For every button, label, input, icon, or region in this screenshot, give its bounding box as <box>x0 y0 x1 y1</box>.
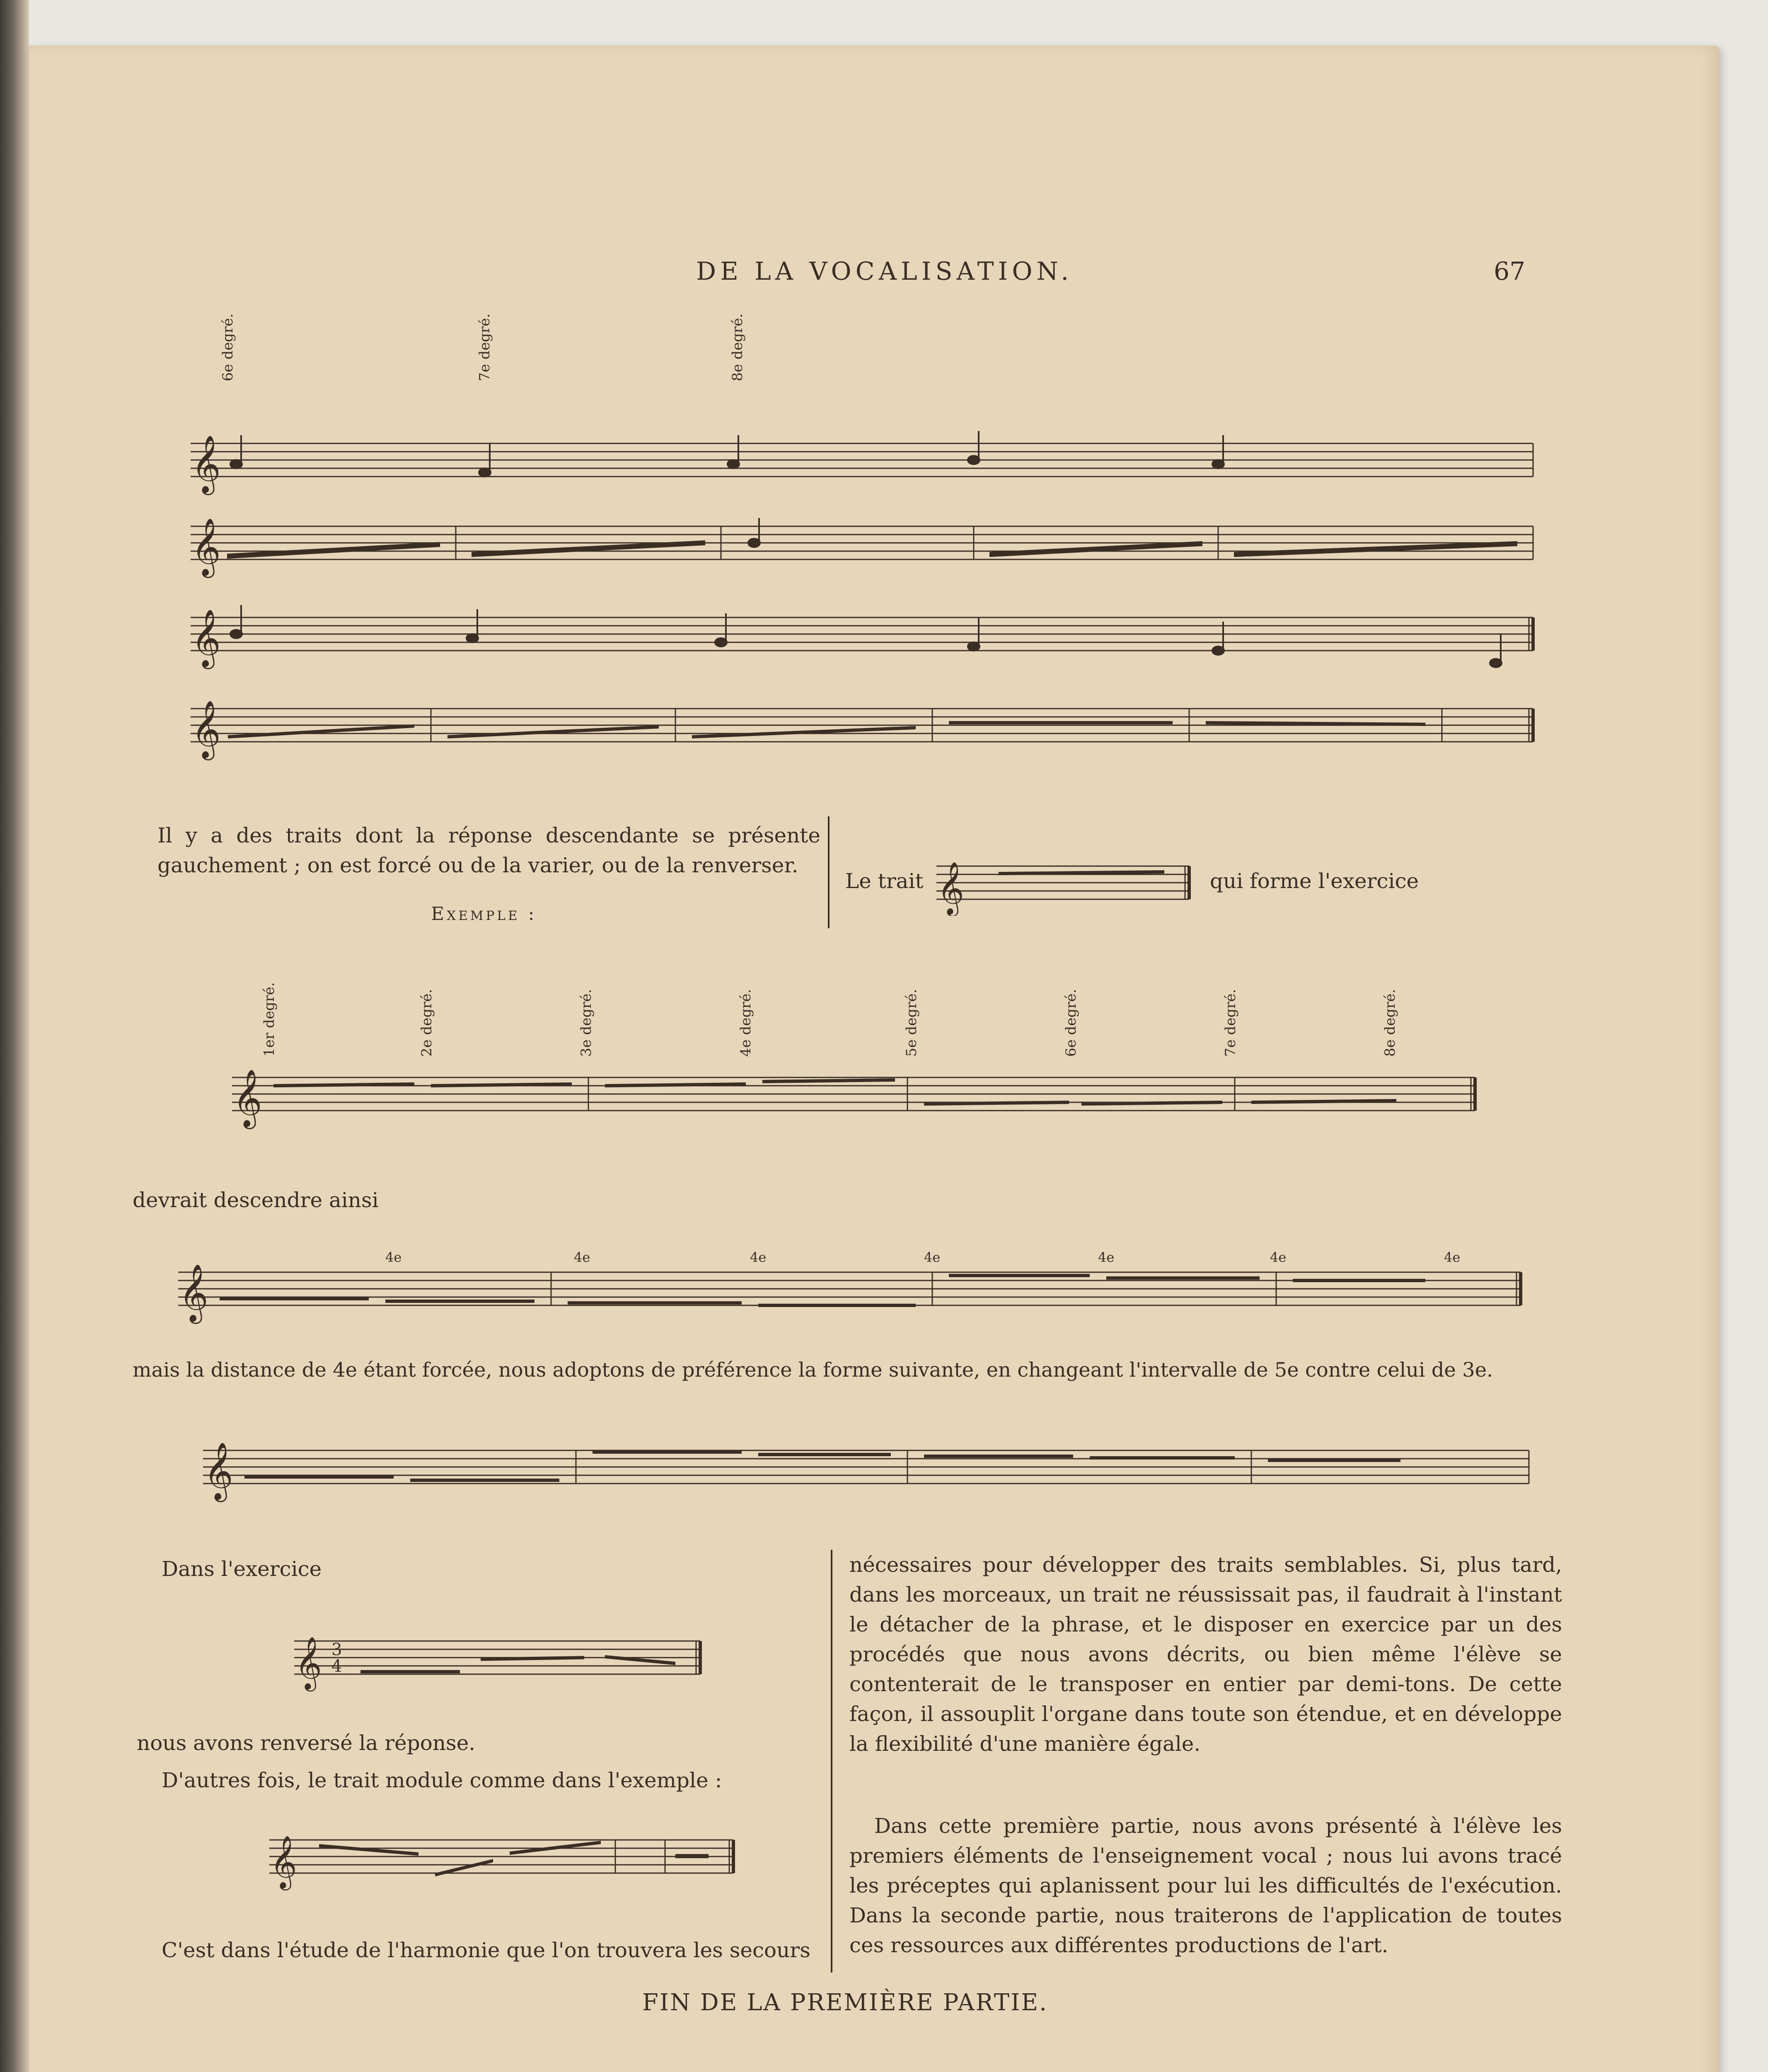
time-signature-top: 3 <box>331 1640 342 1659</box>
modulation-staff <box>261 1823 742 1894</box>
conclusion-paragraph: Dans cette première partie, nous avons présenté à l'élève les premiers éléments de l'enseignement vocal ; nous lui avons tracé les préceptes qui aplanissent pour lui les difficultés de l'exécution. Dans la seconde partie, nous traiterons de l'application de toutes ces ressources aux différentes productions de l'art. <box>849 1814 1562 1957</box>
development-paragraph: nécessaires pour développer des traits semblables. Si, plus tard, dans les morceaux, un trait ne réussissait pas, il faudrait à l'instant le détacher de la phrase, et le disposer en exercice par un des procédés que nous avons décrits, ou bien même l'élève se contenterait de le transposer en entier par demi-tons. De cette façon, il assouplit l'organe dans toute son étendue, et en développe la flexibilité d'une manière égale. <box>849 1553 1562 1756</box>
music-staff-4 <box>166 692 1545 775</box>
degree-label: 7e degré. <box>476 313 493 381</box>
degree-label: 6e degré. <box>220 313 236 381</box>
music-staff-7 <box>178 1434 1537 1517</box>
treble-clef-icon: 𝄞 <box>937 861 965 914</box>
treble-clef-icon: 𝄞 <box>191 609 221 667</box>
trait-caption: qui forme l'exercice <box>1210 869 1419 893</box>
modulation-text: D'autres fois, le trait module comme dans l'exemple : <box>162 1768 722 1792</box>
interval-caption: mais la distance de 4e étant forcée, nous adoptons de préférence la forme suivante, en changeant l'intervalle de 5e contre celui de 3e. <box>133 1358 1493 1382</box>
page-number: 67 <box>1494 257 1526 286</box>
treble-clef-icon: 𝄞 <box>179 1264 208 1322</box>
page-header-title: DE LA VOCALISATION. <box>696 257 1073 286</box>
treble-clef-icon: 𝄞 <box>295 1636 322 1689</box>
fourth-mark: 4e <box>1444 1249 1461 1265</box>
degree-label: 1er degré. <box>261 982 278 1057</box>
treble-clef-icon: 𝄞 <box>204 1442 233 1500</box>
music-staff-5 <box>207 1061 1492 1152</box>
degree-label: 3e degré. <box>578 989 595 1057</box>
book-binding <box>0 0 29 2072</box>
treble-clef-icon: 𝄞 <box>233 1069 262 1127</box>
inline-trait-staff <box>928 854 1197 916</box>
fourth-mark: 4e <box>924 1249 941 1265</box>
music-staff-6 <box>153 1256 1533 1339</box>
fourth-mark: 4e <box>385 1249 402 1265</box>
treble-clef-icon: 𝄞 <box>191 518 221 576</box>
fourth-mark: 4e <box>1270 1249 1287 1265</box>
degree-label: 8e degré. <box>1382 989 1398 1057</box>
time-signature-bottom: 4 <box>331 1657 342 1676</box>
example-label: Exemple : <box>431 903 537 925</box>
degree-label: 7e degré. <box>1222 989 1239 1057</box>
trait-label: Le trait <box>845 869 924 893</box>
degree-label: 2e degré. <box>418 989 435 1057</box>
column-divider-top <box>828 816 830 928</box>
reversed-response-text: nous avons renversé la réponse. <box>137 1731 476 1755</box>
descend-caption: devrait descendre ainsi <box>133 1188 379 1212</box>
degree-label: 4e degré. <box>738 989 754 1057</box>
exercise-intro: Dans l'exercice <box>162 1557 322 1581</box>
music-staff-1 <box>166 427 1545 501</box>
fourth-mark: 4e <box>750 1249 767 1265</box>
book-page <box>29 46 1720 2072</box>
degree-label: 8e degré. <box>729 313 746 381</box>
harmony-study-text: C'est dans l'étude de l'harmonie que l'on trouvera les secours <box>162 1938 810 1962</box>
end-of-part-title: FIN DE LA PREMIÈRE PARTIE. <box>642 1989 1048 2016</box>
fourth-mark: 4e <box>1098 1249 1115 1265</box>
treble-clef-icon: 𝄞 <box>191 435 221 493</box>
degree-label: 5e degré. <box>903 989 920 1057</box>
treble-clef-icon: 𝄞 <box>191 700 221 758</box>
column-divider-bottom <box>831 1550 832 1973</box>
exercise-staff <box>286 1629 709 1699</box>
intro-paragraph: Il y a des traits dont la réponse descendante se présente gauchement ; on est forcé ou de la varier, ou de la renverser. <box>157 823 820 877</box>
treble-clef-icon: 𝄞 <box>270 1835 297 1888</box>
music-staff-3 <box>166 601 1545 675</box>
fourth-mark: 4e <box>574 1249 590 1265</box>
music-staff-2 <box>166 510 1545 584</box>
degree-label: 6e degré. <box>1063 989 1079 1057</box>
